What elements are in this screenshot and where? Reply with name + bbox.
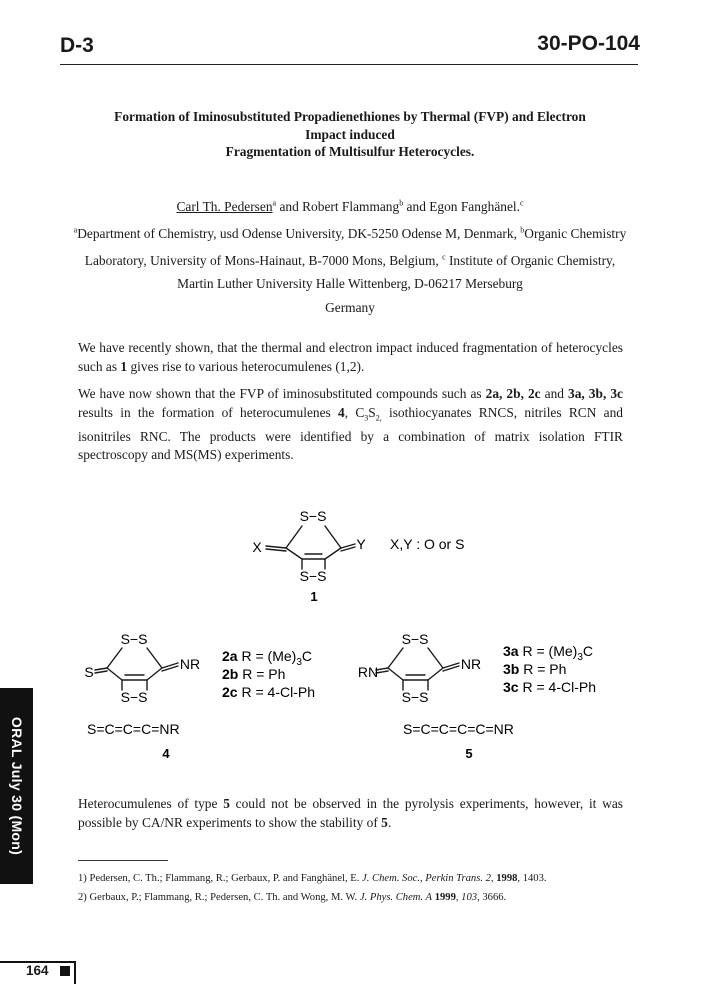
y-label: Y xyxy=(356,536,366,552)
section-code: D-3 xyxy=(60,34,94,57)
p2-text-2: and xyxy=(540,386,569,401)
author-list xyxy=(176,199,523,214)
x-label: X xyxy=(252,539,262,555)
substituent-3a: 3a $R = (Me)_3C$ xyxy=(503,643,593,663)
p2-compounds-3: 3a, 3b, 3c xyxy=(568,386,623,401)
title-line-3: Fragmentation of Multisulfur Heterocycles. xyxy=(225,144,475,159)
author-block xyxy=(70,192,630,319)
s-s-top-3: S−S xyxy=(401,631,429,647)
p2-sub-2: 2, xyxy=(375,413,382,423)
affil-sup-c: c xyxy=(442,252,446,262)
substituents-3 xyxy=(503,643,596,695)
author-3: and Egon Fanghänel. xyxy=(403,199,520,215)
p1-text-1: We have recently shown, that the thermal and electron impact induced fragmentation of heterocycles such as xyxy=(78,340,623,374)
page-square-icon xyxy=(60,966,70,976)
affiliation-country: Germany xyxy=(325,299,375,315)
substituent-3c: 3c R = 4-Cl-Ph xyxy=(503,679,596,695)
s-s-bottom-1: S−S xyxy=(299,568,327,584)
s-s-bottom-2: S−S xyxy=(120,689,148,705)
substituent-2a: 2a $R = (Me)_3C$ xyxy=(222,648,312,668)
p2-text-3: results in the formation of heterocumulenes xyxy=(78,404,339,420)
footnote-rule xyxy=(78,860,168,861)
p2-compound-4: 4 xyxy=(338,404,345,420)
reaction-scheme xyxy=(0,490,704,780)
p2-text-4: , C xyxy=(344,404,365,420)
substituents-2 xyxy=(222,648,315,700)
substituent-3b: 3b R = Ph xyxy=(503,661,567,677)
p3-text-2: could not be observed in the pyrolysis experiments, however, it was possible by CA/NR experiments to show the stability of xyxy=(78,796,623,830)
p2-compounds-2: 2a, 2b, 2c xyxy=(485,386,541,401)
p1-compound-1: 1 xyxy=(120,358,128,374)
structure-3-bonds xyxy=(376,648,459,690)
body-paragraph-2 xyxy=(78,385,623,465)
title-line-2: Impact induced xyxy=(305,126,395,142)
label-4: 4 xyxy=(162,746,170,761)
p2-text-5: S xyxy=(368,404,376,420)
page-number: 164 xyxy=(26,963,49,978)
s-s-top-2: S−S xyxy=(120,631,148,647)
p3-text-1: Heterocumulenes of type xyxy=(78,796,224,811)
xy-note: X,Y : O or S xyxy=(390,536,465,552)
substituent-2b: 2b R = Ph xyxy=(222,666,286,682)
reference-1: 1) Pedersen, C. Th.; Flammang, R.; Gerbaux, P. and Fanghänel, E. J. Chem. Soc., Perkin Trans. 2, 1998, 1403. xyxy=(78,873,547,884)
rn-label-3: RN xyxy=(357,664,379,680)
affil-mark-b: b xyxy=(399,199,404,208)
affil-mark-c: c xyxy=(519,199,524,208)
body-paragraph-3 xyxy=(78,795,623,832)
references xyxy=(78,869,638,907)
p1-text-2: gives rise to various heterocumulenes (1,2). xyxy=(127,358,365,374)
nr-label-3: NR xyxy=(460,656,482,672)
affiliation-c: Institute of Organic Chemistry, Martin Luther University Halle Wittenberg, D-06217 Merseburg xyxy=(177,253,616,292)
nr-label-2: NR xyxy=(179,656,201,672)
s-label-2: S xyxy=(84,664,94,680)
abstract-code: 30-PO-104 xyxy=(537,32,640,55)
affiliation-b: Organic Chemistry Laboratory, University of Mons-Hainaut, B-7000 Mons, Belgium, xyxy=(84,226,627,268)
header-rule xyxy=(60,64,638,65)
affil-sup-a: a xyxy=(73,225,78,235)
s-s-top-1: S−S xyxy=(299,508,327,524)
structure-2-bonds xyxy=(95,648,178,690)
affiliation-a: Department of Chemistry, usd Odense University, DK-5250 Odense M, Denmark, xyxy=(77,226,521,242)
p2-sub-1: 3 xyxy=(364,413,369,423)
author-2: and Robert Flammang xyxy=(276,199,400,215)
p3-compound-5b: 5 xyxy=(381,814,388,830)
p3-text-3: . xyxy=(387,814,392,830)
formula-5: S=C=C=C=C=NR xyxy=(403,721,514,737)
s-s-bottom-3: S−S xyxy=(401,689,429,705)
title-line-1: Formation of Iminosubstituted Propadienethiones by Thermal (FVP) and Electron xyxy=(114,109,586,124)
p2-text-6: isothiocyanates RNCS, nitriles RCN and isonitriles RNC. The products were identified by a combination of matrix isolation FTIR spectroscopy and MS(MS) experiments. xyxy=(78,404,623,463)
label-5: 5 xyxy=(465,746,473,761)
structure-1-bonds xyxy=(266,526,355,569)
session-side-label: ORAL July 30 (Mon) xyxy=(8,716,25,856)
body-paragraph-1 xyxy=(78,339,623,376)
presenting-author: Carl Th. Pedersen xyxy=(176,199,273,215)
label-1: 1 xyxy=(310,589,318,604)
p3-compound-5a: 5 xyxy=(223,796,230,811)
p2-text-1: We have now shown that the FVP of iminosubstituted compounds such as xyxy=(78,386,486,401)
affil-mark-a: a xyxy=(272,199,277,208)
paper-title xyxy=(80,108,620,161)
substituent-2c: 2c R = 4-Cl-Ph xyxy=(222,684,315,700)
formula-4: S=C=C=C=NR xyxy=(87,721,180,737)
affil-sup-b: b xyxy=(520,225,525,235)
reference-2: 2) Gerbaux, P.; Flammang, R.; Pedersen, C. Th. and Wong, M. W. J. Phys. Chem. A 1999, 103, 3666. xyxy=(78,892,507,903)
affiliations xyxy=(74,226,627,314)
